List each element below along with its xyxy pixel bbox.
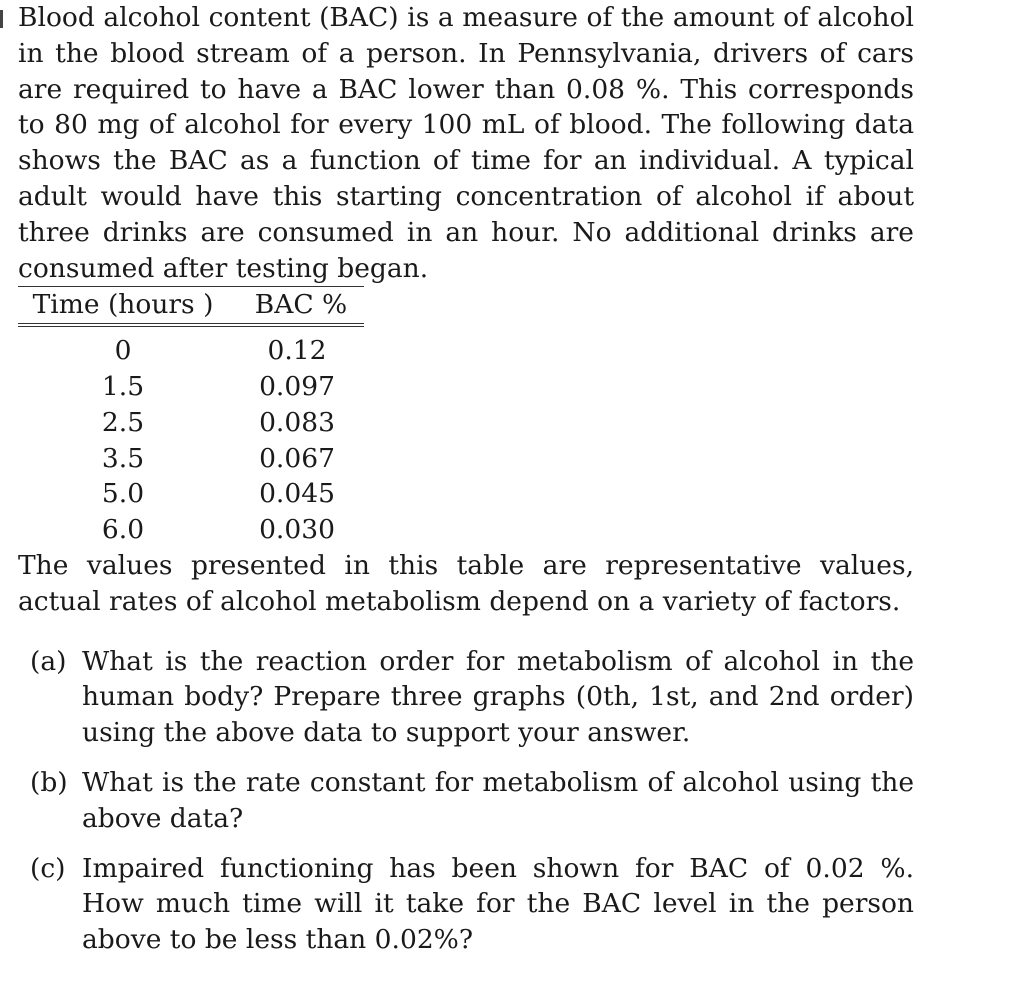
question-c bbox=[18, 851, 914, 958]
cell-bac: 0.030 bbox=[259, 514, 335, 546]
cell-time: 6.0 bbox=[101, 514, 145, 546]
header-bac: BAC % bbox=[228, 286, 364, 327]
question-text: What is the reaction order for metabolism of alcohol in the human body? Prepare three graphs (0th, 1st, and 2nd order) using the above data to support your answer. bbox=[82, 645, 914, 749]
table-header-row bbox=[18, 286, 364, 327]
question-label: (a) bbox=[30, 645, 67, 677]
intro-paragraph: Blood alcohol content (BAC) is a measure of the amount of alcohol in the blood stream of a person. In Pennsylvania, drivers of cars are required to have a BAC lower than 0.08 %. This corresponds to 80 mg of alcohol for every 100 mL of blood. The following data shows the BAC as a function of time for an individual. A typical adult would have this starting concentration of alcohol if about three drinks are consumed in an hour. No additional drinks are consumed after testing began. bbox=[18, 2, 914, 284]
table-row bbox=[18, 369, 364, 405]
cell-time: 5.0 bbox=[101, 478, 145, 510]
cell-time: 3.5 bbox=[101, 442, 145, 474]
question-label: (c) bbox=[30, 852, 66, 884]
margin-mark bbox=[0, 10, 3, 28]
cell-time: 1.5 bbox=[101, 370, 145, 402]
cell-bac: 0.067 bbox=[259, 442, 335, 474]
question-text: What is the rate constant for metabolism of alcohol using the above data? bbox=[82, 766, 914, 834]
problem-document bbox=[18, 0, 914, 972]
question-list bbox=[18, 644, 914, 958]
cell-bac: 0.045 bbox=[259, 478, 335, 510]
header-time: Time (hours ) bbox=[18, 286, 228, 327]
question-a bbox=[18, 644, 914, 751]
table-row bbox=[18, 476, 364, 512]
table-row bbox=[18, 405, 364, 441]
note-paragraph: The values presented in this table are representative values, actual rates of alcohol metabolism depend on a variety of factors. bbox=[18, 549, 914, 617]
question-text: Impaired functioning has been shown for BAC of 0.02 %. How much time will it take for the BAC level in the person above to be less than 0.02%? bbox=[82, 852, 914, 956]
cell-bac: 0.083 bbox=[259, 406, 335, 438]
cell-time: 2.5 bbox=[101, 406, 145, 438]
question-label: (b) bbox=[30, 766, 68, 798]
table-row bbox=[18, 512, 364, 548]
cell-bac: 0.12 bbox=[267, 335, 327, 367]
bac-data-table bbox=[18, 286, 364, 548]
cell-time: 0 bbox=[114, 335, 132, 367]
cell-bac: 0.097 bbox=[259, 370, 335, 402]
table-row bbox=[18, 327, 364, 369]
question-b bbox=[18, 765, 914, 837]
table-row bbox=[18, 441, 364, 477]
